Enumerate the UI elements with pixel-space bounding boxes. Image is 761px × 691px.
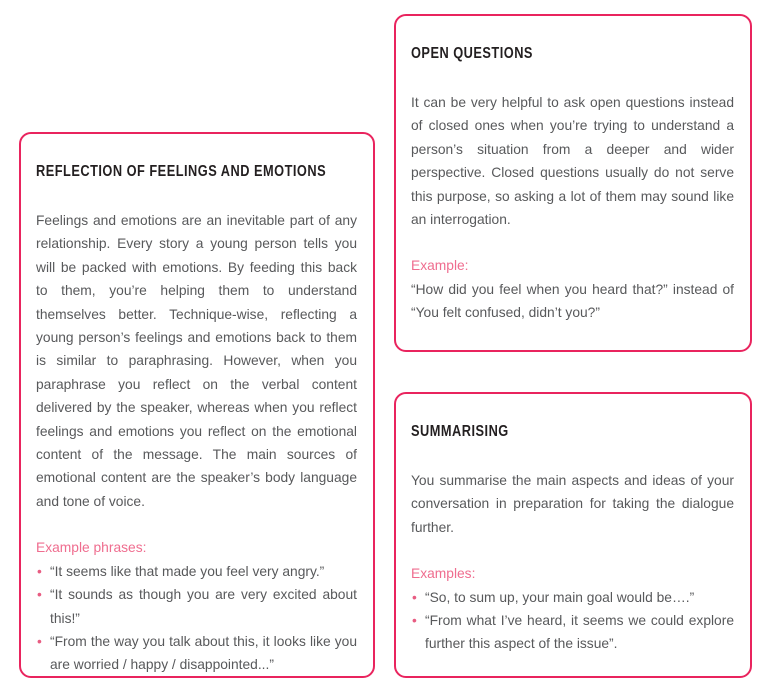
card-body-open-questions: It can be very helpful to ask open questions instead of closed ones when you’re trying to understand a person’s situation from a deeper and wider perspective. Closed questions usually do not serve this purpose, so asking a lot of them may sound like an interrogation. (411, 95, 734, 228)
example-phrases-label: Example phrases: (36, 540, 147, 556)
card-title-reflection (36, 163, 357, 180)
card-title-text: SUMMARISING (411, 423, 509, 440)
card-open-questions (394, 14, 752, 352)
card-title-open-questions (411, 45, 734, 62)
example-phrase-item: • “It sounds as though you are very excited about this!” (36, 583, 357, 630)
card-body-reflection: Feelings and emotions are an inevitable part of any relationship. Every story a young person tells you will be packed with emotions. By feeding this back to them, you’re helping them to understand themselves better. Technique-wise, reflecting a young person’s feelings and emotions back to them is similar to paraphrasing. However, when you paraphrase you reflect on the verbal content delivered by the speaker, whereas when you reflect feelings and emotions you reflect on the emotional content of the message. The main sources of emotional content are the speaker’s body language and tone of voice. (36, 213, 357, 509)
example-phrase-item: • “It seems like that made you feel very angry.” (36, 560, 357, 583)
example-text: “How did you feel when you heard that?” instead of “You felt confused, didn’t you?” (411, 281, 734, 321)
example-phrase-item: • “From the way you talk about this, it looks like you are worried / happy / disappointed...” (36, 630, 357, 677)
example-item: • “So, to sum up, your main goal would be….” (411, 586, 734, 609)
card-title-text: REFLECTION OF FEELINGS AND EMOTIONS (36, 163, 327, 180)
card-body-summarising: You summarise the main aspects and ideas of your conversation in preparation for taking the dialogue further. (411, 473, 734, 535)
card-summarising (394, 392, 752, 678)
examples-list (411, 586, 734, 656)
card-reflection-of-feelings (19, 132, 375, 678)
card-title-text: OPEN QUESTIONS (411, 45, 533, 62)
example-phrases-list (36, 560, 357, 677)
card-title-summarising (411, 423, 734, 440)
examples-label: Examples: (411, 566, 476, 582)
example-label: Example: (411, 258, 469, 274)
example-item: • “From what I’ve heard, it seems we could explore further this aspect of the issue”. (411, 609, 734, 656)
